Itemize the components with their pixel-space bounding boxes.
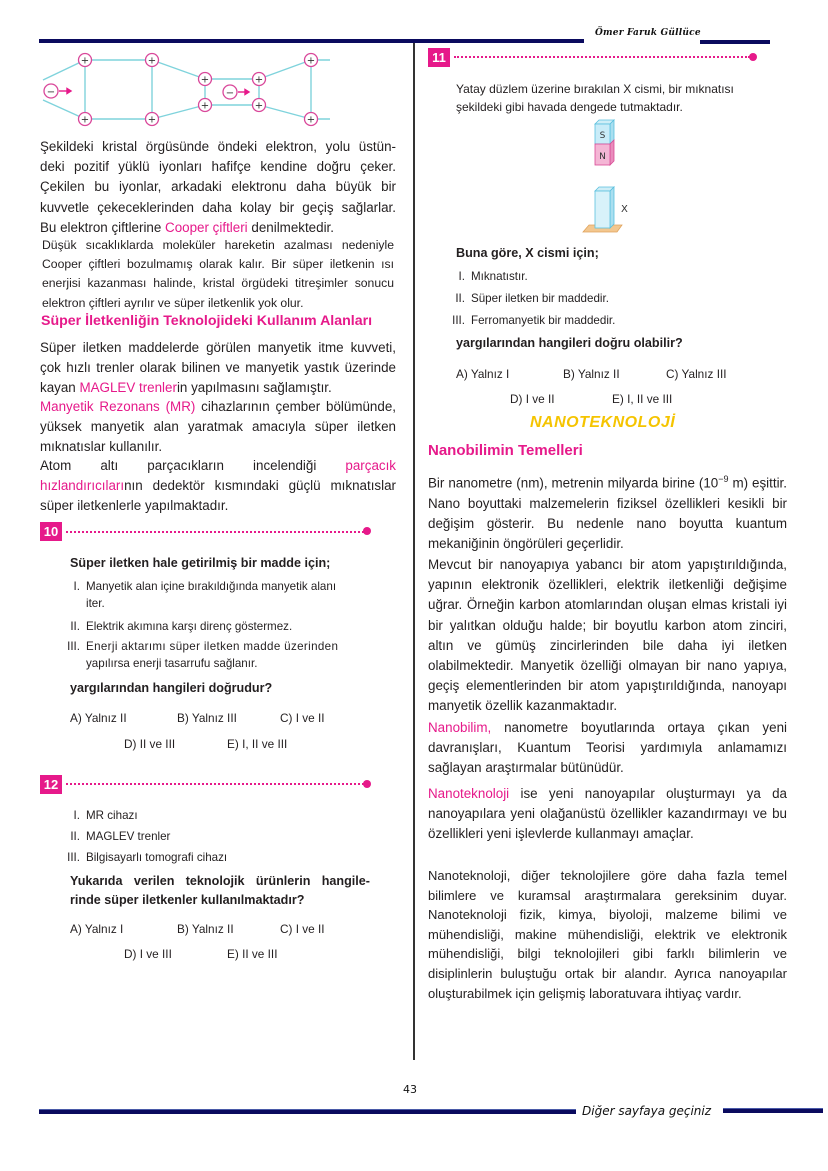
cooper-line: Bu elektron çiftlerine Cooper çiftleri denilmektedir. <box>40 219 334 235</box>
low-temperature-paragraph: Düşük sıcaklıklarda moleküler hareketin azalması nedeniyle Cooper çiftleri bozulmamış olarak kalır. Bir süper iletkenin ısı enerjisi kazanması halinde, kristal örgüdeki titreşimler sonucu elektron çiftleri ayrılır ve süper iletkenlik yok olur. <box>42 238 394 310</box>
next-page-note: Diğer sayfaya geçiniz <box>582 1104 712 1118</box>
question-10-stem: Süper iletken hale getirilmiş bir madde için; <box>70 556 331 570</box>
page-number: 43 <box>403 1083 417 1096</box>
column-divider <box>413 43 415 1060</box>
usage-paragraph-accelerator: Atom altı parçacıkların incelendiği parçacık hızlandırıcılarının dedektör kısmındaki güçlü mıknatıslar süper iletkenlerle yapılmaktadır. <box>40 458 396 514</box>
question-11-option-e[interactable]: E) I, II ve III <box>612 392 673 406</box>
nanotechnology-fields-paragraph: Nanoteknoloji, diğer teknolojilere göre daha fazla temel bilimlere ve kuramsal araştırmalara gereksinim duyar. Nanoteknoloji fizik, kimya, biyoloji, malzeme bilimi ve mühendisliği, makine mühendisliği, elektrik ve elektronik mühendisliği, bilgi teknolojileri gibi farklı bilimlerin ve disiplinlerin buluştuğu ortak bir alandır. Ayrıca nanoyapılar oluşturabilmek için gelişmiş laboratuvara ihtiyaç vardır. <box>428 868 787 1001</box>
question-12-item-2: II. MAGLEV trenler <box>70 830 171 843</box>
question-11-rule-dot <box>749 53 757 61</box>
question-10-rule-dot <box>363 527 371 535</box>
question-11-number: 11 <box>428 48 450 67</box>
question-10-number: 10 <box>40 522 62 541</box>
svg-text:+: + <box>147 55 157 67</box>
header-rule-left <box>39 39 584 43</box>
nanotechnology-title: NANOTEKNOLOJİ <box>530 414 676 431</box>
header-author: Ömer Faruk Güllüce <box>595 28 701 38</box>
question-12-option-e[interactable]: E) II ve III <box>227 947 278 961</box>
question-11-item-3: III. Ferromanyetik bir maddedir. <box>452 314 616 327</box>
question-11-question: yargılarından hangileri doğru olabilir? <box>456 336 683 350</box>
particle-accelerator-term: parçacık hızlandırıcıları <box>40 458 396 494</box>
svg-text:−: − <box>225 88 235 99</box>
question-10-question: yargılarından hangileri doğrudur? <box>70 681 273 695</box>
svg-text:+: + <box>200 74 210 86</box>
question-11-option-b[interactable]: B) Yalnız II <box>563 367 620 381</box>
mr-term: Manyetik Rezonans (MR) <box>40 399 196 414</box>
crystal-lattice-figure <box>40 50 340 130</box>
maglev-term: MAGLEV trenler <box>79 380 177 396</box>
svg-text:+: + <box>254 74 264 86</box>
svg-text:+: + <box>306 55 316 67</box>
svg-text:−: − <box>46 87 56 98</box>
svg-text:+: + <box>200 100 210 112</box>
question-10-option-c[interactable]: C) I ve II <box>280 711 325 725</box>
question-10-option-e[interactable]: E) I, II ve III <box>227 737 288 751</box>
question-12-number: 12 <box>40 775 62 794</box>
question-11-option-a[interactable]: A) Yalnız I <box>456 367 510 381</box>
nanotechnology-term: Nanoteknoloji <box>428 786 510 801</box>
question-12-option-c[interactable]: C) I ve II <box>280 922 325 936</box>
svg-text:+: + <box>80 55 90 67</box>
nanotechnology-definition-paragraph: Nanoteknoloji ise yeni nanoyapılar oluşturmayı ya da nanoyapılara yeni olağanüstü özellikler kazandırmayı ve bu özellikleri yeni işlevlerde kullanmayı amaçlar. <box>428 786 787 842</box>
question-10-option-d[interactable]: D) II ve III <box>124 737 176 751</box>
question-12-option-b[interactable]: B) Yalnız II <box>177 922 234 936</box>
question-12-question-line-2: rinde süper iletkenler kullanılmaktadır? <box>70 893 305 907</box>
question-11-option-d[interactable]: D) I ve II <box>510 392 555 406</box>
question-12-question-line-1: Yukarıda verilen teknolojik ürünlerin hangile- <box>70 874 370 888</box>
question-10-dotted-rule <box>66 531 364 533</box>
question-10-option-a[interactable]: A) Yalnız II <box>70 711 127 725</box>
question-11-dotted-rule <box>454 56 750 58</box>
magnet-north-label: N <box>599 152 606 162</box>
footer-rule-right <box>723 1108 823 1113</box>
question-12-item-3: III. Bilgisayarlı tomografi cihazı <box>67 851 228 864</box>
question-10-item-3: III. Enerji aktarımı süper iletken madde üzerinden yapılırsa enerji tasarrufu sağlanır. <box>67 640 339 670</box>
magnet-south-label: S <box>599 131 606 141</box>
question-10-item-2: II. Elektrik akımına karşı direnç göstermez. <box>70 620 293 633</box>
magnet-levitation-figure <box>570 118 660 238</box>
question-12-item-1: I. MR cihazı <box>73 809 138 822</box>
question-11-item-2: II. Süper iletken bir maddedir. <box>455 292 609 305</box>
nanometer-paragraph: Bir nanometre (nm), metrenin milyarda birine ($10^{-9}$ m) eşittir. Nano boyuttaki malzemelerin fiziksel özellikleri kesikli bir değişim gösterir. Bu nedenle nano boyutta kuantum mekaniğinin öngörüleri geçerlidir. <box>428 474 788 552</box>
section-title-superconductor-usage: Süper İletkenliğin Teknolojideki Kullanım Alanları <box>41 313 373 329</box>
svg-text:+: + <box>80 114 90 126</box>
question-11-intro: Yatay düzlem üzerine bırakılan X cismi, bir mıknatısı şekildeki gibi havada dengede tutmaktadır. <box>456 82 734 114</box>
nanoscience-term: Nanobilim, <box>428 720 492 735</box>
nanostructure-paragraph: Mevcut bir nanoyapıya yabancı bir atom yapıştırıldığında, yapının elektronik özellikleri, elektrik iletkenliği değişime uğrar. Örneğin karbon atomlarından oluşan elmas kristali iyi bir yalıtkan olduğu halde; bir boyutlu karbon atom zinciri, altın ve gümüş zincirlerinden bile daha iyi iletken olabilmektedir. Manyetik özelliği olmayan bir nano yapıya, geçiş elementlerinden bir atom yapıştırıldığında, nanoyapı manyetik özellik kazanmaktadır. <box>428 557 787 714</box>
cooper-pairs-term: Cooper çiftleri <box>165 219 248 235</box>
svg-text:+: + <box>254 100 264 112</box>
usage-paragraph-maglev: Süper iletken maddelerde görülen manyetik itme kuvveti, çok hızlı trenler olarak bilinen ve manyetik yastık üzerinde kayan MAGLEV trenlerin yapılmasını sağlamıştır. <box>40 340 396 396</box>
nanoscience-definition-paragraph: Nanobilim, nanometre boyutlarında ortaya çıkan yeni davranışları, Kuantum Teorisi yardımıyla anlamamızı sağlayan araştırmalar bütünüdür. <box>428 720 787 776</box>
svg-text:+: + <box>147 114 157 126</box>
question-11-item-1: I. Mıknatıstır. <box>458 270 528 283</box>
question-12-dotted-rule <box>66 783 364 785</box>
usage-paragraph-mr: Manyetik Rezonans (MR) cihazlarının çember bölümünde, yüksek manyetik alan yaratmak amacıyla süper iletken mıknatıslar kullanılır. <box>40 399 396 455</box>
section-title-nanoscience-basics: Nanobilimin Temelleri <box>428 442 583 459</box>
object-x-label: X <box>621 204 628 215</box>
intro-paragraph: Şekildeki kristal örgüsünde öndeki elektron, yolu üstün- deki pozitif yüklü iyonları hafifçe kendine doğru çeker. Çekilen bu iyonlar, arkadaki elektronu daha büyük bir kuvvetle çekeceklerinden daha kolay bir geçiş sağlarlar. Bu elektron çiftlerine Cooper çiftleri denilmektedir. <box>40 137 396 238</box>
question-12-option-d[interactable]: D) I ve III <box>124 947 172 961</box>
header-rule-right <box>700 40 770 44</box>
question-10-item-1: I. Manyetik alan içine bırakıldığında manyetik alanı iter. <box>73 580 337 610</box>
question-10-option-b[interactable]: B) Yalnız III <box>177 711 237 725</box>
question-12-option-a[interactable]: A) Yalnız I <box>70 922 124 936</box>
question-12-rule-dot <box>363 780 371 788</box>
svg-text:+: + <box>306 114 316 126</box>
question-11-stem: Buna göre, X cismi için; <box>456 246 599 260</box>
question-11-option-c[interactable]: C) Yalnız III <box>666 367 727 381</box>
footer-rule-left <box>39 1109 576 1114</box>
